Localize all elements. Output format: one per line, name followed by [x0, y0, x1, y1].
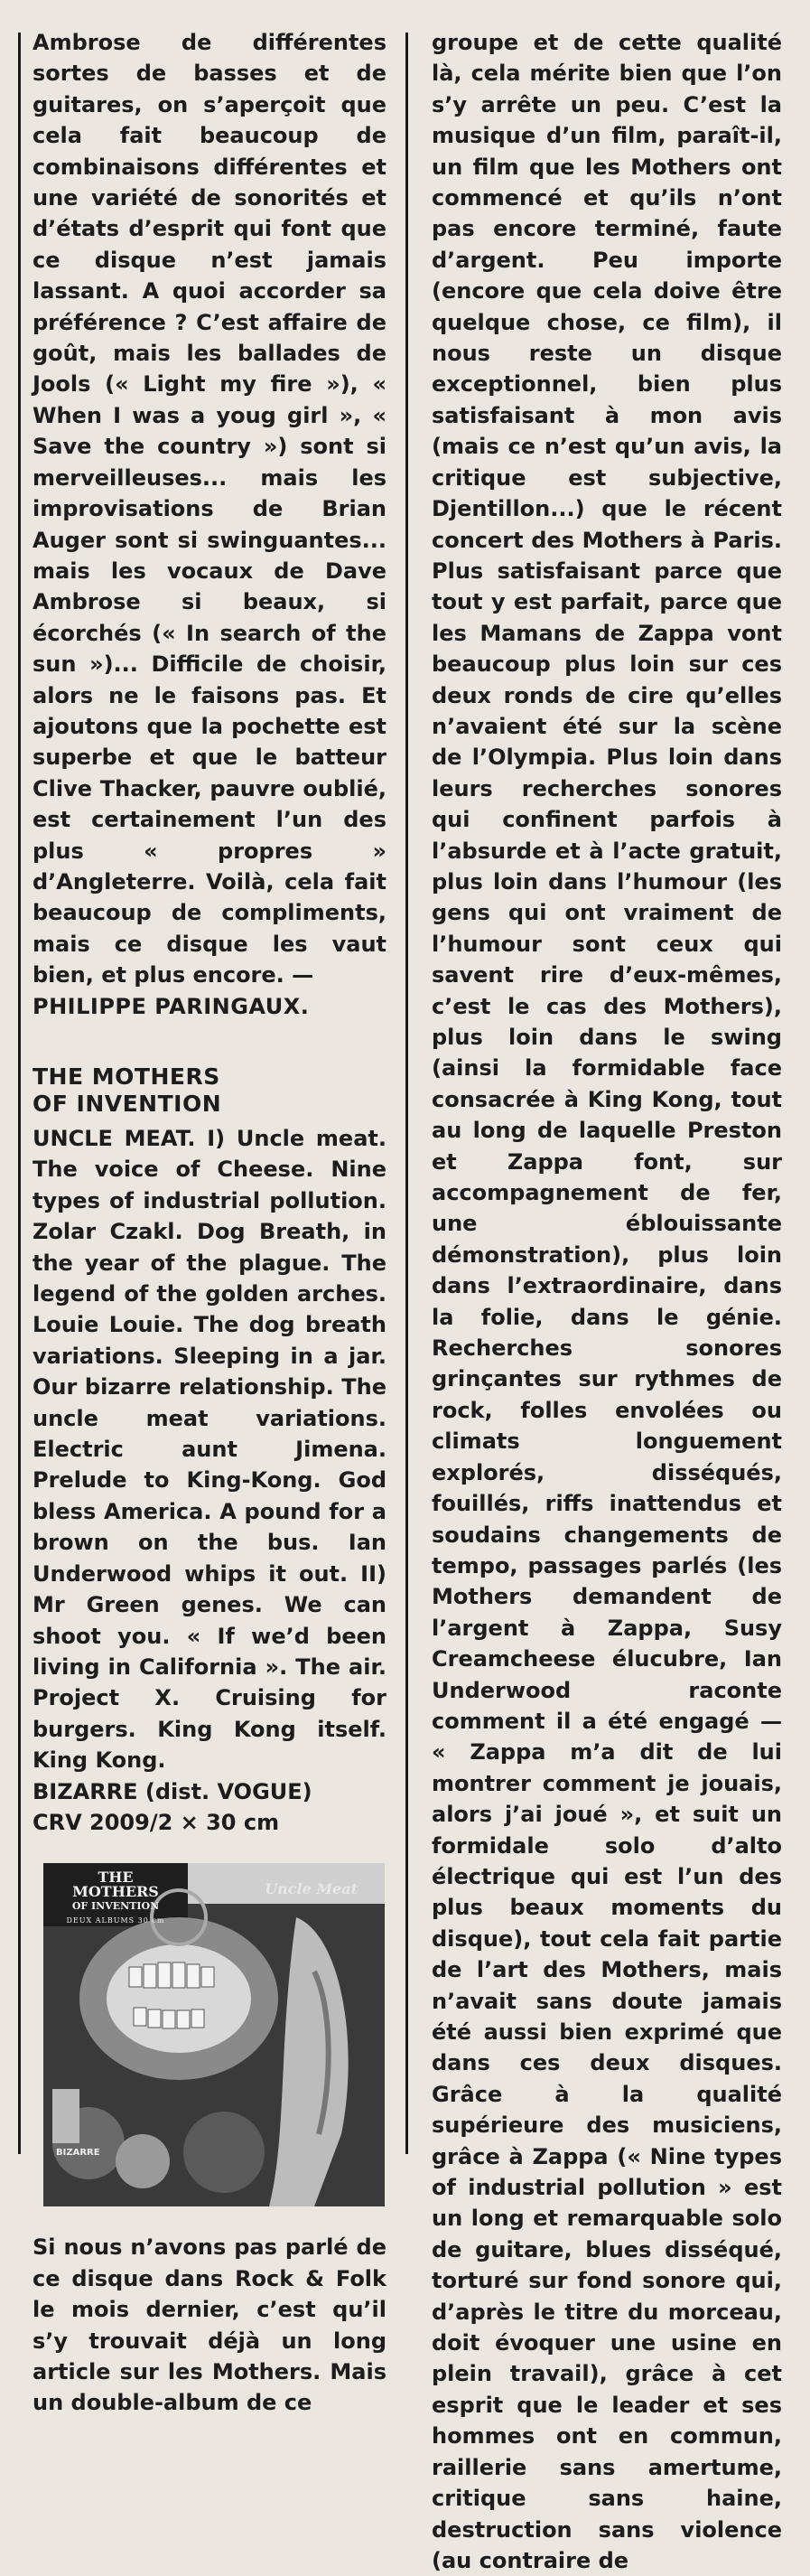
intro-paragraph: Ambrose de différentes sortes de basses et de guitares, on s’aperçoit que cela fait beaucoup de combinaisons différentes et une variété de sonorités et d’états d’esprit qui font que ce disque n’est jamais lassant. A quoi accorder sa préférence ? C’est affaire de goût, mais les ballades de Jools (« Light my fire »), « When I was a youg girl », « Save the country ») sont si merveilleuses... mais les improvisations de Brian Auger sont si swinguantes... mais les vocaux de Dave Ambrose si beaux, si écorchés (« In search of the sun »)... Difficile de choisir, alors ne le faisons pas. Et ajoutons que la pochette est superbe et que le batteur Clive Thacker, pauvre oublié, est certainement l’un des plus « propres » d’Angleterre. Voilà, cela fait beaucoup de compliments, mais ce disque les vaut bien, et plus encore. — — [33, 30, 386, 988]
left-margin-rule — [18, 33, 21, 2154]
column-divider-rule — [405, 33, 408, 2154]
album-cover-band-name — [56, 1870, 175, 1925]
album-cover-label: BIZARRE — [56, 2148, 100, 2159]
review-heading — [33, 1063, 386, 1118]
catalog-label-line: BIZARRE (dist. VOGUE) — [33, 1778, 312, 1804]
album-cover-title: Uncle Meat — [265, 1880, 358, 1898]
cover-subline: DEUX ALBUMS 30 cm — [66, 1916, 165, 1925]
review-heading-line: OF INVENTION — [33, 1091, 222, 1117]
album-cover-image — [43, 1863, 385, 2206]
review-heading-line: THE MOTHERS — [33, 1063, 220, 1090]
cover-band-line: THE — [98, 1869, 134, 1887]
right-column-text: groupe et de cette qualité là, cela mérite bien que l’on s’y arrête un peu. C’est la musique d’un film, paraît-il, un film que les Mothers ont commencé et qu’ils n’ont pas encore terminé, faute d’argent. Peu importe (encore que cela doive être quelque chose, ce film), il nous reste un disque exceptionnel, bien plus satisfaisant à mon avis (mais ce n’est qu’un avis, la critique est subjective, Djentillon...) que le récent concert des Mothers à Paris. Plus satisfaisant parce que tout y est parfait, parce que les Mamans de Zappa vont beaucoup plus loin sur ces deux ronds de cire qu’elles n’avaient été sur la scène de l’Olympia. Plus loin dans leurs recherches sonores qui confinent parfois à l’absurde et à l’acte gratuit, plus loin dans l’humour (les gens qui ont vraiment de l’humour sont ceux qui savent rire d’eux-mêmes, c’est le cas des Mothers), plus loin dans le swing (ainsi la formidable face consacrée à King Kong, tout au long de laquelle Preston et Zappa font, sur accompagnement de fer, une éblouissante démonstration), plus loin dans l’extraordinaire, dans la folie, dans le génie. Recherches sonores grinçantes sur rythmes de rock, folles envolées ou climats longuement explorés, disséqués, fouillés, riffs inattendus et soudains changements de tempo, passages parlés (les Mothers demandent de l’argent à Zappa, Susy Creamcheese élucubre, Ian Underwood raconte comment il a été engagé — « Zappa m’a dit de lui montrer comment je jouais, alors j’ai joué », et suit un formidale solo d’alto électrique qui est l’un des plus beaux moments du disque), tout cela fait partie de l’art des Mothers, mais n’avait sans doute jamais été aussi bien exprimé que dans ces deux disques. Grâce à la qualité supérieure des musiciens, grâce à Zappa (« Nine types of industrial pollution » est un long et remarquable solo de guitare, blues disséqué, torturé sur fond sonore qui, d’après le titre du morceau, doit évoquer une usine en plein travail), grâce à cet esprit que le leader et ses hommes ont en commun, raillerie sans amertume, critique sans haine, destruction sans violence (au contraire de — [432, 30, 782, 2573]
closing-paragraph: Si nous n’avons pas parlé de ce disque dans Rock & Folk le mois dernier, c’est qu’il s’y trouvait déjà un long article sur les Mothers. Mais un double-album de ce — [33, 2234, 386, 2416]
right-column — [432, 27, 782, 2576]
album-tracklist: UNCLE MEAT. I) Uncle meat. The voice of Cheese. Nine types of industrial pollution. Zolar Czakl. Dog Breath, in the year of the plague. The legend of the golden arches. Louie Louie. The dog breath variations. Sleeping in a jar. Our bizarre relationship. The uncle meat variations. Electric aunt Jimena. Prelude to King-Kong. God bless America. A pound for a brown on the bus. Ian Underwood whips it out. II) Mr Green genes. We can shoot you. « If we’d been living in California ». The air. Project X. Cruising for burgers. King Kong itself. King Kong. — [33, 1126, 386, 1774]
catalog-info — [33, 1776, 386, 1839]
cover-band-line: MOTHERS — [72, 1883, 159, 1901]
catalog-number-line: CRV 2009/2 × 30 cm — [33, 1809, 280, 1835]
left-column — [33, 27, 386, 2419]
cover-band-line: OF INVENTION — [71, 1900, 160, 1913]
review-byline: PHILIPPE PARINGAUX. — [33, 993, 310, 1019]
